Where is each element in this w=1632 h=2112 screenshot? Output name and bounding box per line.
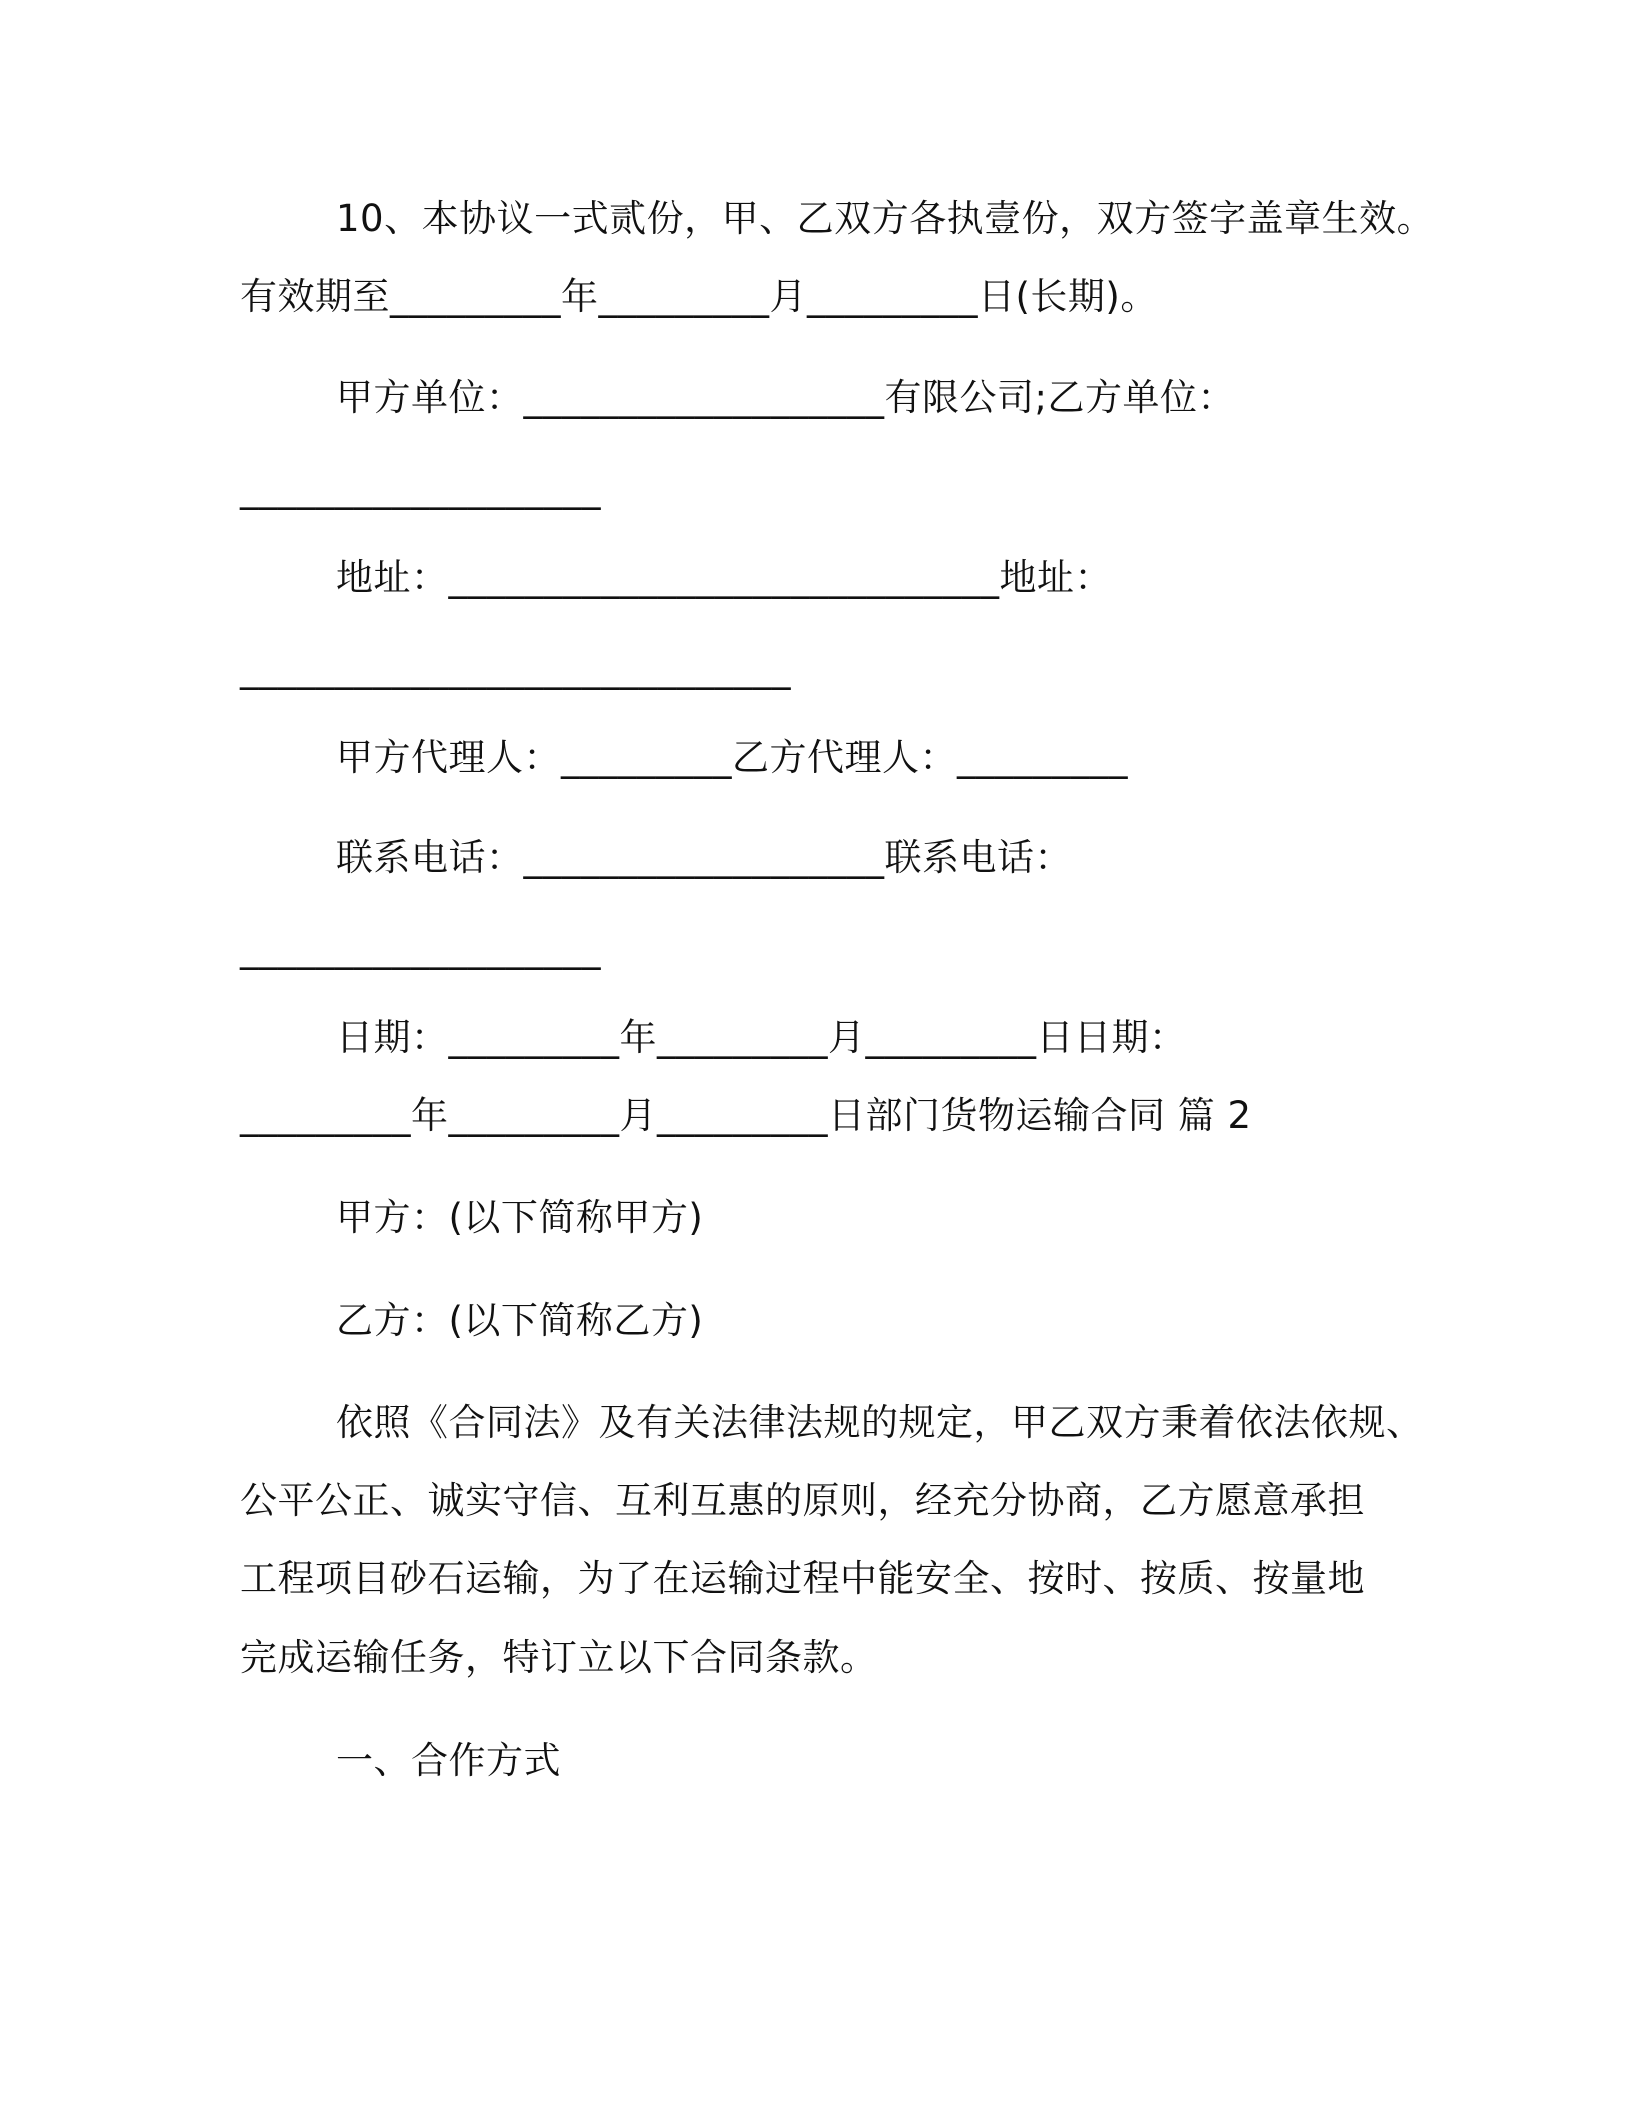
party-b-line: 乙方：(以下简称乙方) [336,1299,704,1342]
date-and-heading-line: _________年_________月_________日部门货物运输合同 篇 2 [240,1094,1252,1137]
phone-blank: ___________________ [240,927,601,970]
party-b-unit-blank: ___________________ [240,467,601,510]
date-line: 日期：_________年_________月_________日日期： [336,1016,1187,1059]
clause-10-line: 10、本协议一式贰份，甲、乙双方各执壹份，双方签字盖章生效。 [336,197,1435,240]
phone-line: 联系电话：___________________联系电话： [336,836,1072,879]
preamble-line-4: 完成运输任务，特订立以下合同条款。 [240,1636,878,1679]
validity-period-line: 有效期至_________年_________月_________日(长期)。 [240,275,1158,318]
party-a-line: 甲方：(以下简称甲方) [336,1196,704,1239]
address-blank: _____________________________ [240,647,791,690]
agent-line: 甲方代理人：_________乙方代理人：_________ [336,736,1128,779]
preamble-line-2: 公平公正、诚实守信、互利互惠的原则，经充分协商，乙方愿意承担 [240,1479,1365,1522]
preamble-line-3: 工程项目砂石运输，为了在运输过程中能安全、按时、按质、按量地 [240,1557,1365,1600]
section-heading: 一、合作方式 [336,1739,561,1782]
address-line: 地址：_____________________________地址： [336,556,1112,599]
party-a-unit-line: 甲方单位：___________________有限公司;乙方单位： [336,376,1235,419]
preamble-line-1: 依照《合同法》及有关法律法规的规定，甲乙双方秉着依法依规、 [336,1401,1424,1444]
